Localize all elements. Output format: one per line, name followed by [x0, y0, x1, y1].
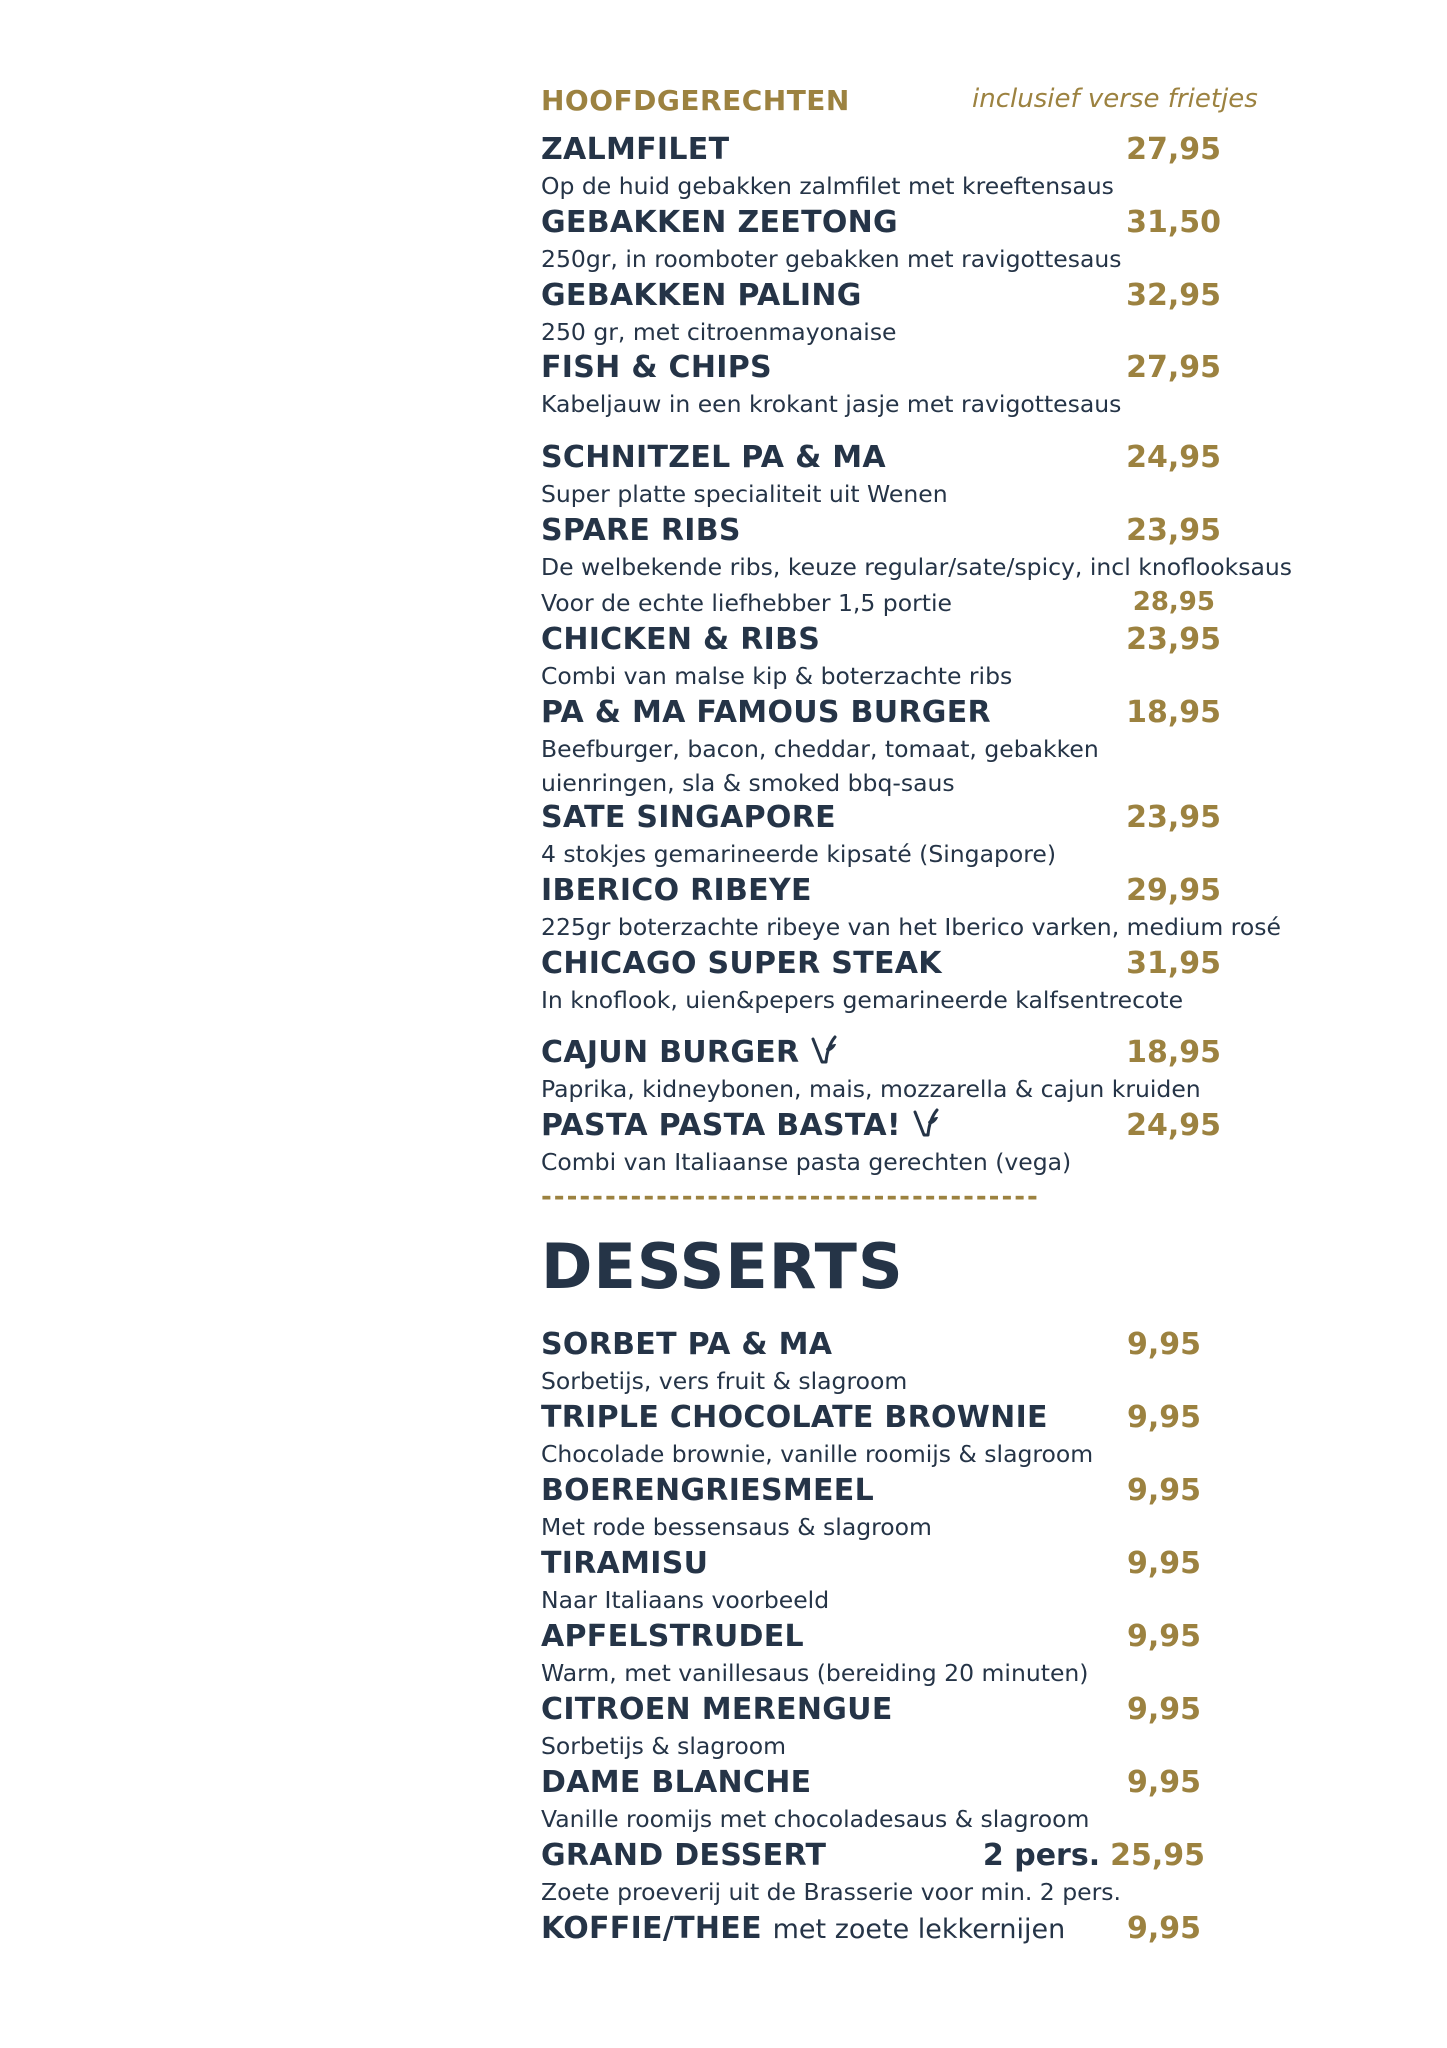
menu-item-name: PA & MA FAMOUS BURGER — [541, 695, 991, 730]
menu-item-name: TRIPLE CHOCOLATE BROWNIE — [541, 1400, 1048, 1435]
menu-item-description: Super platte specialiteit uit Wenen — [541, 480, 948, 508]
menu-item-description: 225gr boterzachte ribeye van het Iberico varken, medium rosé — [541, 913, 1281, 941]
menu-item-description: 250 gr, met citroenmayonaise — [541, 318, 897, 346]
menu-item-price: 31,95 — [1126, 946, 1221, 981]
menu-item-description: 250gr, in roomboter gebakken met ravigottesaus — [541, 245, 1122, 273]
menu-item-name-suffix: met zoete lekkernijen — [772, 1914, 1066, 1945]
menu-item-name: GEBAKKEN ZEETONG — [541, 205, 898, 240]
menu-item-name-row — [541, 1035, 837, 1070]
menu-item-description: Combi van Italiaanse pasta gerechten (vega) — [541, 1148, 1072, 1176]
menu-item-price: 18,95 — [1126, 1035, 1221, 1070]
menu-item-name: FISH & CHIPS — [541, 350, 772, 385]
menu-item-name: TIRAMISU — [541, 1546, 709, 1581]
menu-item-name: SCHNITZEL PA & MA — [541, 440, 886, 475]
menu-item-description: Warm, met vanillesaus (bereiding 20 minuten) — [541, 1659, 1089, 1687]
menu-item-description: Op de huid gebakken zalmfilet met kreeftensaus — [541, 172, 1114, 200]
menu-item-name: APFELSTRUDEL — [541, 1619, 804, 1654]
menu-item-price: 27,95 — [1126, 132, 1221, 167]
menu-item-description: Chocolade brownie, vanille roomijs & slagroom — [541, 1440, 1094, 1468]
menu-item-name-row — [541, 1108, 939, 1143]
section-divider: --------------------------------------- — [541, 1182, 1040, 1212]
menu-item-name: SATE SINGAPORE — [541, 800, 836, 835]
menu-item-name: SORBET PA & MA — [541, 1327, 833, 1362]
menu-item-name-row — [541, 1911, 1065, 1946]
menu-item-price: 18,95 — [1126, 695, 1221, 730]
menu-item-price: 23,95 — [1126, 513, 1221, 548]
menu-item-price: 31,50 — [1126, 205, 1221, 240]
menu-item-description: In knoflook, uien&pepers gemarineerde kalfsentrecote — [541, 986, 1184, 1014]
menu-item-name: BOERENGRIESMEEL — [541, 1473, 875, 1508]
menu-item-description: De welbekende ribs, keuze regular/sate/spicy, incl knoflooksaus — [541, 553, 1293, 581]
menu-item-name: IBERICO RIBEYE — [541, 873, 812, 908]
menu-item-name: CITROEN MERENGUE — [541, 1692, 893, 1727]
menu-item-name: ZALMFILET — [541, 132, 730, 167]
menu-item-description: 4 stokjes gemarineerde kipsaté (Singapore) — [541, 840, 1057, 868]
menu-item-price: 29,95 — [1126, 873, 1221, 908]
menu-item-name: GRAND DESSERT — [541, 1838, 827, 1873]
menu-item-price: 24,95 — [1126, 1108, 1221, 1143]
menu-item-description: Met rode bessensaus & slagroom — [541, 1513, 932, 1541]
menu-item-price: 32,95 — [1126, 278, 1221, 313]
menu-item-price: 24,95 — [1126, 440, 1221, 475]
menu-item-price: 23,95 — [1126, 622, 1221, 657]
menu-item-price: 9,95 — [1126, 1765, 1201, 1800]
menu-item-price: 9,95 — [1126, 1911, 1201, 1946]
leaf-v-icon — [913, 1108, 939, 1138]
menu-item-price: 25,95 — [1110, 1838, 1205, 1873]
menu-item-price: 9,95 — [1126, 1473, 1201, 1508]
section-title-desserts: DESSERTS — [541, 1230, 904, 1303]
menu-item-name: CHICAGO SUPER STEAK — [541, 946, 942, 981]
menu-item-description: Kabeljauw in een krokant jasje met ravigottesaus — [541, 390, 1122, 418]
section-note-fries: inclusief verse frietjes — [972, 84, 1258, 114]
menu-item-sub-price: 28,95 — [1132, 587, 1215, 617]
menu-item-name: PASTA PASTA BASTA! — [541, 1108, 901, 1143]
menu-item-description: Sorbetijs, vers fruit & slagroom — [541, 1367, 908, 1395]
menu-item-description: Sorbetijs & slagroom — [541, 1732, 786, 1760]
menu-item-name: KOFFIE/THEE — [541, 1911, 762, 1946]
menu-item-price: 23,95 — [1126, 800, 1221, 835]
menu-item-description: Vanille roomijs met chocoladesaus & slagroom — [541, 1805, 1090, 1833]
menu-item-name: DAME BLANCHE — [541, 1765, 812, 1800]
menu-item-name: SPARE RIBS — [541, 513, 741, 548]
menu-item-price: 9,95 — [1126, 1400, 1201, 1435]
menu-item-sub-description: Voor de echte liefhebber 1,5 portie — [541, 589, 952, 617]
leaf-v-icon — [811, 1035, 837, 1065]
menu-item-price: 9,95 — [1126, 1619, 1201, 1654]
menu-item-price: 27,95 — [1126, 350, 1221, 385]
menu-item-description: Zoete proeverij uit de Brasserie voor min. 2 pers. — [541, 1878, 1121, 1906]
price-prefix: 2 pers. — [982, 1838, 1101, 1873]
menu-item-name: CAJUN BURGER — [541, 1035, 800, 1070]
menu-item-price: 9,95 — [1126, 1692, 1201, 1727]
menu-item-price-row — [983, 1838, 1205, 1873]
menu-item-name: CHICKEN & RIBS — [541, 622, 821, 657]
menu-item-description: Naar Italiaans voorbeeld — [541, 1586, 830, 1614]
menu-item-description: Combi van malse kip & boterzachte ribs — [541, 662, 1013, 690]
menu-item-name: GEBAKKEN PALING — [541, 278, 862, 313]
menu-item-description: Paprika, kidneybonen, mais, mozzarella & cajun kruiden — [541, 1075, 1201, 1103]
section-title-mains: HOOFDGERECHTEN — [541, 84, 850, 117]
menu-item-price: 9,95 — [1126, 1327, 1201, 1362]
menu-item-price: 9,95 — [1126, 1546, 1201, 1581]
menu-item-description: Beefburger, bacon, cheddar, tomaat, gebakken — [541, 735, 1099, 763]
menu-item-description-line2: uienringen, sla & smoked bbq-saus — [541, 769, 955, 797]
